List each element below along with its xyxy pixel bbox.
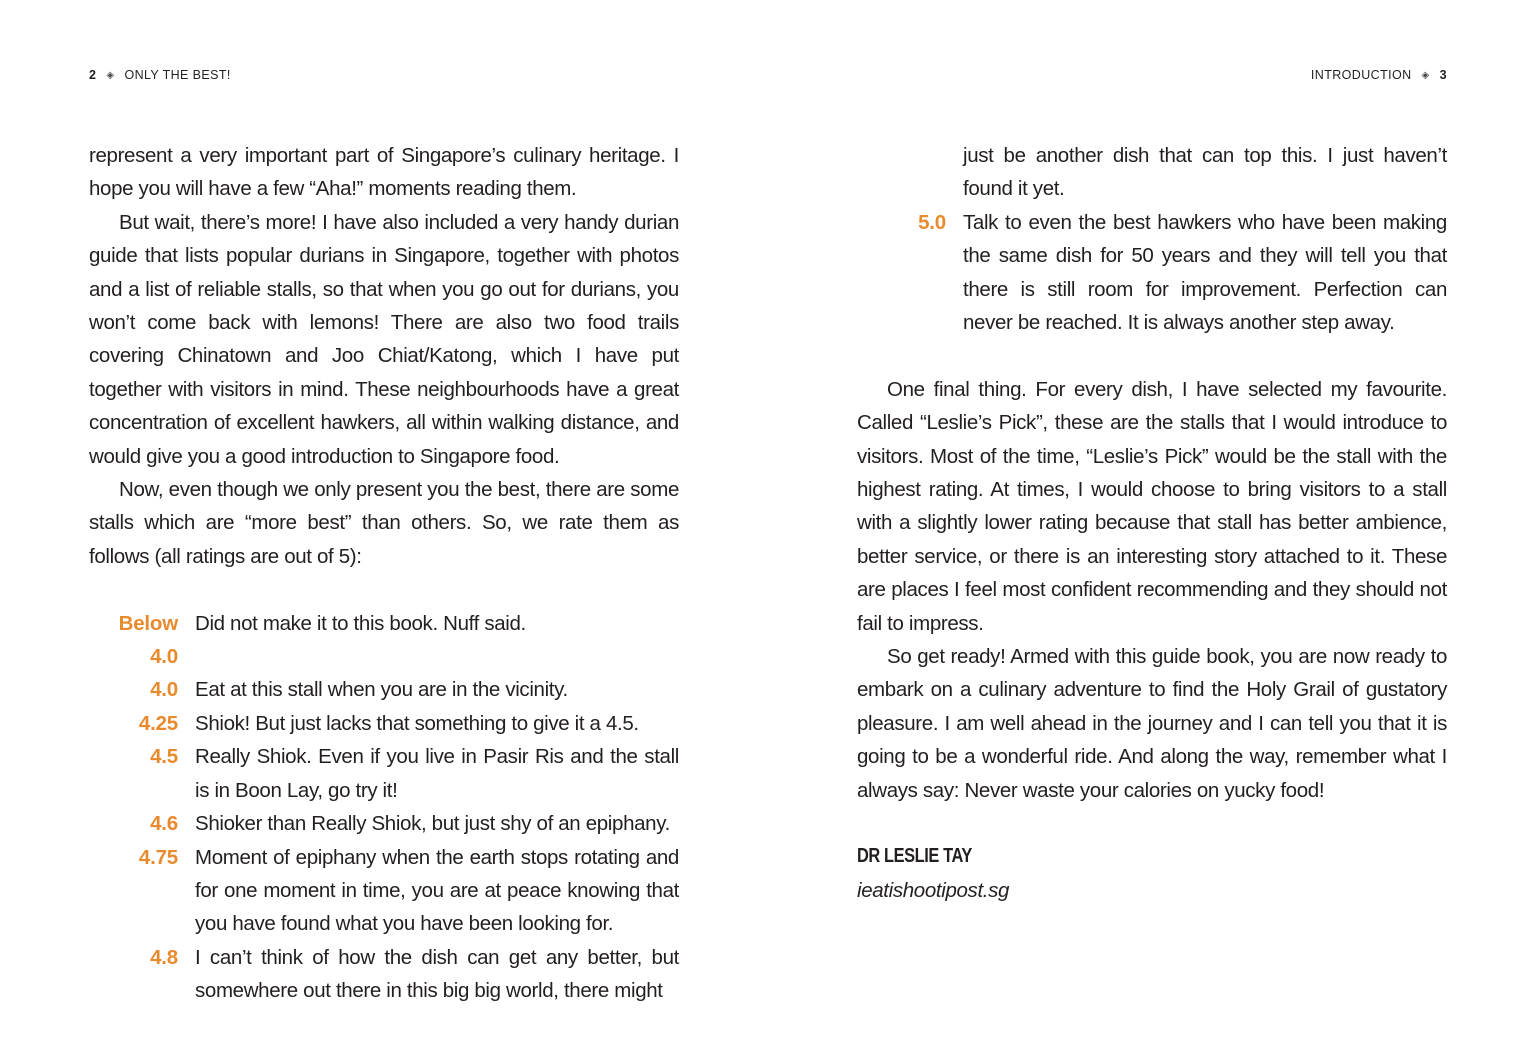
rating-row — [89, 807, 679, 840]
rating-row — [857, 139, 1447, 206]
rating-label: 5.0 — [918, 210, 946, 234]
left-column — [89, 139, 679, 1008]
running-head-right — [1311, 68, 1447, 82]
rating-description: Really Shiok. Even if you live in Pasir Ris and the stall is in Boon Lay, go try it! — [195, 745, 679, 802]
rating-row — [89, 707, 679, 740]
paragraph: But wait, there’s more! I have also included a very handy durian guide that lists popular durians in Singapore, together with photos and a list of reliable stalls, so that when you go out for durians, you won’t come back with lemons! There are also two food trails covering Chinatown and Joo Chiat/Katong, which I have put together with visitors in mind. These neighbourhoods have a great concentration of excellent hawkers, all within walking distance, and would give you a good introduction to Singapore food. — [89, 210, 679, 468]
paragraph: represent a very important part of Singapore’s culinary heritage. I hope you will have a few “Aha!” moments reading them. — [89, 144, 679, 201]
diamond-icon: ◈ — [1421, 69, 1430, 81]
author-website: ieatishootipost.sg — [857, 878, 1010, 902]
rating-label: 4.0 — [150, 678, 178, 702]
page-number: 3 — [1439, 68, 1447, 82]
rating-label: 4.75 — [138, 845, 178, 869]
rating-label: Below 4.0 — [118, 611, 178, 669]
paragraph: So get ready! Armed with this guide book, you are now ready to embark on a culinary adventure to find the Holy Grail of gustatory pleasure. I am well ahead in the journey and I can tell you that it is going to be a wonderful ride. And along the way, remember what I always say: Never waste your calories on yucky food! — [857, 645, 1447, 802]
section-title: INTRODUCTION — [1310, 68, 1412, 82]
running-head-left — [89, 68, 231, 82]
rating-row — [89, 941, 679, 1008]
rating-label: 4.6 — [150, 812, 178, 836]
rating-row — [857, 206, 1447, 340]
rating-label: 4.8 — [150, 945, 178, 969]
rating-row — [89, 740, 679, 807]
paragraph: Now, even though we only present you the best, there are some stalls which are “more best” than others. So, we rate them as follows (all ratings are out of 5): — [89, 478, 679, 568]
page-number: 2 — [89, 68, 97, 82]
rating-description: Moment of epiphany when the earth stops rotating and for one moment in time, you are at peace knowing that you have found what you have been looking for. — [195, 845, 679, 936]
diamond-icon: ◈ — [106, 69, 115, 81]
right-column — [857, 139, 1447, 907]
rating-row — [89, 673, 679, 706]
rating-description: I can’t think of how the dish can get any better, but somewhere out there in this big big world, there might — [195, 945, 679, 1003]
rating-row — [89, 841, 679, 941]
paragraph: One final thing. For every dish, I have selected my favourite. Called “Leslie’s Pick”, these are the stalls that I would introduce to visitors. Most of the time, “Leslie’s Pick” would be the stall with the highest rating. At times, I would choose to bring visitors to a stall with a slightly lower rating because that stall has better ambience, better service, or there is an interesting story attached to it. These are places I feel most confident recommending and they should not fail to impress. — [857, 377, 1447, 635]
rating-description: Eat at this stall when you are in the vicinity. — [195, 678, 568, 702]
rating-description: Shiok! But just lacks that something to give it a 4.5. — [195, 711, 639, 735]
section-title: ONLY THE BEST! — [124, 68, 231, 82]
rating-label: 4.5 — [150, 745, 178, 769]
rating-label: 4.25 — [138, 711, 178, 735]
author-name: DR LESLIE TAY — [857, 845, 972, 868]
rating-description: Shioker than Really Shiok, but just shy of an epiphany. — [195, 812, 670, 836]
rating-description: Talk to even the best hawkers who have been making the same dish for 50 years and they will tell you that there is still room for improvement. Perfection can never be reached. It is always another step away. — [963, 210, 1447, 335]
right-page — [768, 0, 1536, 1052]
rating-description: Did not make it to this book. Nuff said. — [195, 611, 526, 635]
rating-description: just be another dish that can top this. I just haven’t found it yet. — [963, 144, 1447, 201]
rating-row — [89, 607, 679, 674]
